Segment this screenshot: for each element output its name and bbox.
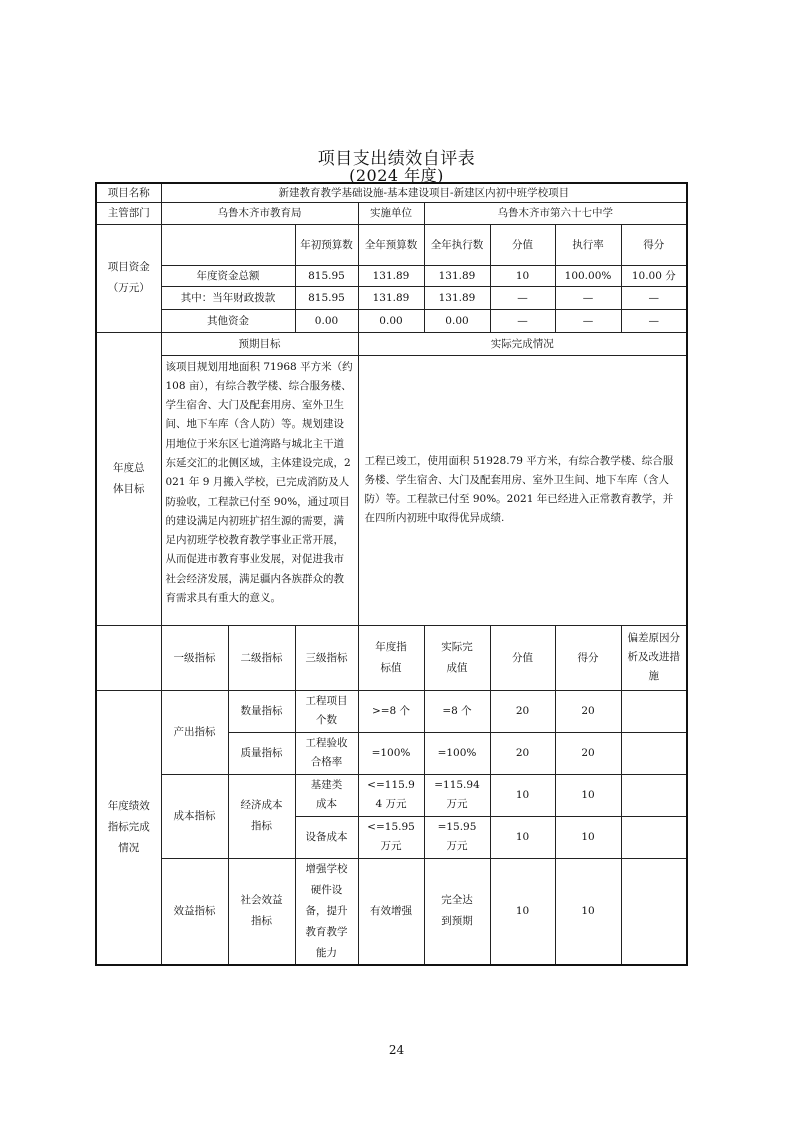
funds-cell: —	[490, 309, 555, 332]
funds-cell: 0.00	[295, 309, 358, 332]
funds-blank-cell	[161, 224, 295, 265]
score: 10	[555, 816, 621, 858]
level2-indicator: 质量指标	[228, 732, 295, 774]
score-value: 10	[490, 858, 555, 965]
level1-indicator: 成本指标	[161, 774, 228, 858]
level3-indicator: 增强学校硬件设备，提升教育教学能力	[295, 858, 358, 965]
level3-indicator: 工程项目个数	[295, 690, 358, 732]
goals-header-row	[96, 332, 687, 355]
deviation-note	[621, 816, 687, 858]
funds-row	[96, 309, 687, 332]
unit-value: 乌鲁木齐市第六十七中学	[424, 202, 687, 224]
indicators-header-row	[96, 625, 687, 690]
expected-goal-header: 预期目标	[161, 332, 358, 355]
indicator-row	[96, 858, 687, 965]
indicator-header-cell: 实际完成值	[424, 625, 490, 690]
funds-header-cell: 全年执行数	[424, 224, 490, 265]
score: 20	[555, 732, 621, 774]
funds-row-label: 其中：当年财政拨款	[161, 286, 295, 309]
funds-cell: —	[555, 286, 621, 309]
level2-indicator: 数量指标	[228, 690, 295, 732]
score-value: 20	[490, 690, 555, 732]
project-name-label: 项目名称	[96, 183, 161, 202]
page-title: 项目支出绩效自评表	[317, 149, 476, 169]
funds-cell: 10.00 分	[621, 265, 687, 286]
funds-row	[96, 265, 687, 286]
score: 10	[555, 858, 621, 965]
funds-row-label: 其他资金	[161, 309, 295, 332]
actual-value: =15.95 万元	[424, 816, 490, 858]
level1-indicator: 产出指标	[161, 690, 228, 774]
funds-cell: 131.89	[424, 265, 490, 286]
deviation-note	[621, 774, 687, 816]
indicator-row	[96, 690, 687, 732]
indicators-blank-cell	[96, 625, 161, 690]
funds-header-cell: 分值	[490, 224, 555, 265]
level2-indicator: 经济成本指标	[228, 774, 295, 858]
project-name-row	[96, 183, 687, 202]
funds-cell: 131.89	[358, 286, 424, 309]
goals-content-row	[96, 355, 687, 625]
funds-row-label: 年度资金总额	[161, 265, 295, 286]
indicator-header-cell: 分值	[490, 625, 555, 690]
funds-header-row	[96, 224, 687, 265]
funds-cell: 131.89	[424, 286, 490, 309]
funds-row	[96, 286, 687, 309]
target-value: =100%	[358, 732, 424, 774]
actual-value: 完全达到预期	[424, 858, 490, 965]
funds-cell: —	[621, 286, 687, 309]
actual-value: =100%	[424, 732, 490, 774]
indicators-label: 年度绩效指标完成情况	[96, 690, 161, 965]
funds-cell: 815.95	[295, 265, 358, 286]
dept-value: 乌鲁木齐市教育局	[161, 202, 358, 224]
level1-indicator: 效益指标	[161, 858, 228, 965]
indicator-header-cell: 三级指标	[295, 625, 358, 690]
actual-value: =115.94 万元	[424, 774, 490, 816]
deviation-note	[621, 858, 687, 965]
level3-indicator: 设备成本	[295, 816, 358, 858]
funds-label: 项目资金 （万元）	[96, 224, 161, 332]
funds-cell: 0.00	[358, 309, 424, 332]
funds-cell: —	[555, 309, 621, 332]
level3-indicator: 工程验收合格率	[295, 732, 358, 774]
evaluation-table	[95, 182, 688, 966]
level2-indicator: 社会效益指标	[228, 858, 295, 965]
indicator-header-cell: 年度指标值	[358, 625, 424, 690]
indicator-row	[96, 774, 687, 816]
funds-cell: 100.00%	[555, 265, 621, 286]
funds-cell: 0.00	[424, 309, 490, 332]
score-value: 10	[490, 774, 555, 816]
actual-result-header: 实际完成情况	[358, 332, 687, 355]
indicator-header-cell: 得分	[555, 625, 621, 690]
indicator-header-cell: 偏差原因分析及改进措施	[621, 625, 687, 690]
target-value: 有效增强	[358, 858, 424, 965]
project-name-value: 新建教育教学基础设施-基本建设项目-新建区内初中班学校项目	[161, 183, 687, 202]
deviation-note	[621, 690, 687, 732]
target-value: >=8 个	[358, 690, 424, 732]
actual-result-text: 工程已竣工，使用面积 51928.79 平方米，有综合教学楼、综合服务楼、学生宿舍、大门及配套用房、室外卫生间、地下车库（含人防）等。工程款已付至 90%。2021 年已经进入正常教育教学，并在四所内初班中取得优异成绩.	[358, 355, 687, 625]
deviation-note	[621, 732, 687, 774]
target-value: <=15.95 万元	[358, 816, 424, 858]
funds-header-cell: 全年预算数	[358, 224, 424, 265]
funds-cell: —	[621, 309, 687, 332]
target-value: <=115.94 万元	[358, 774, 424, 816]
page-number: 24	[388, 1043, 405, 1057]
indicator-header-cell: 二级指标	[228, 625, 295, 690]
dept-row	[96, 202, 687, 224]
score: 20	[555, 690, 621, 732]
indicator-header-cell: 一级指标	[161, 625, 228, 690]
expected-goal-text: 该项目规划用地面积 71968 平方米（约 108 亩），有综合教学楼、综合服务楼、学生宿舍、大门及配套用房、室外卫生间、地下车库（含人防）等。规划建设用地位于米东区七道湾路与城北主干道东延交汇的北侧区域，主体建设完成，2021 年 9 月搬入学校，已完成消防及人防验收，工程款已付至 90%，通过项目的建设满足内初班扩招生源的需要，满足内初班学校教育教学事业正常开展，从而促进市教育事业发展，对促进我市社会经济发展，满足疆内各族群众的教育需求具有重大的意义。	[161, 355, 358, 625]
funds-header-cell: 得分	[621, 224, 687, 265]
dept-label: 主管部门	[96, 202, 161, 224]
score: 10	[555, 774, 621, 816]
funds-cell: 10	[490, 265, 555, 286]
funds-cell: —	[490, 286, 555, 309]
funds-cell: 131.89	[358, 265, 424, 286]
funds-header-cell: 年初预算数	[295, 224, 358, 265]
score-value: 10	[490, 816, 555, 858]
level3-indicator: 基建类成本	[295, 774, 358, 816]
actual-value: =8 个	[424, 690, 490, 732]
page-subtitle: (2024 年度)	[349, 166, 444, 185]
score-value: 20	[490, 732, 555, 774]
unit-label: 实施单位	[358, 202, 424, 224]
goals-label: 年度总体目标	[96, 332, 161, 625]
funds-header-cell: 执行率	[555, 224, 621, 265]
funds-cell: 815.95	[295, 286, 358, 309]
